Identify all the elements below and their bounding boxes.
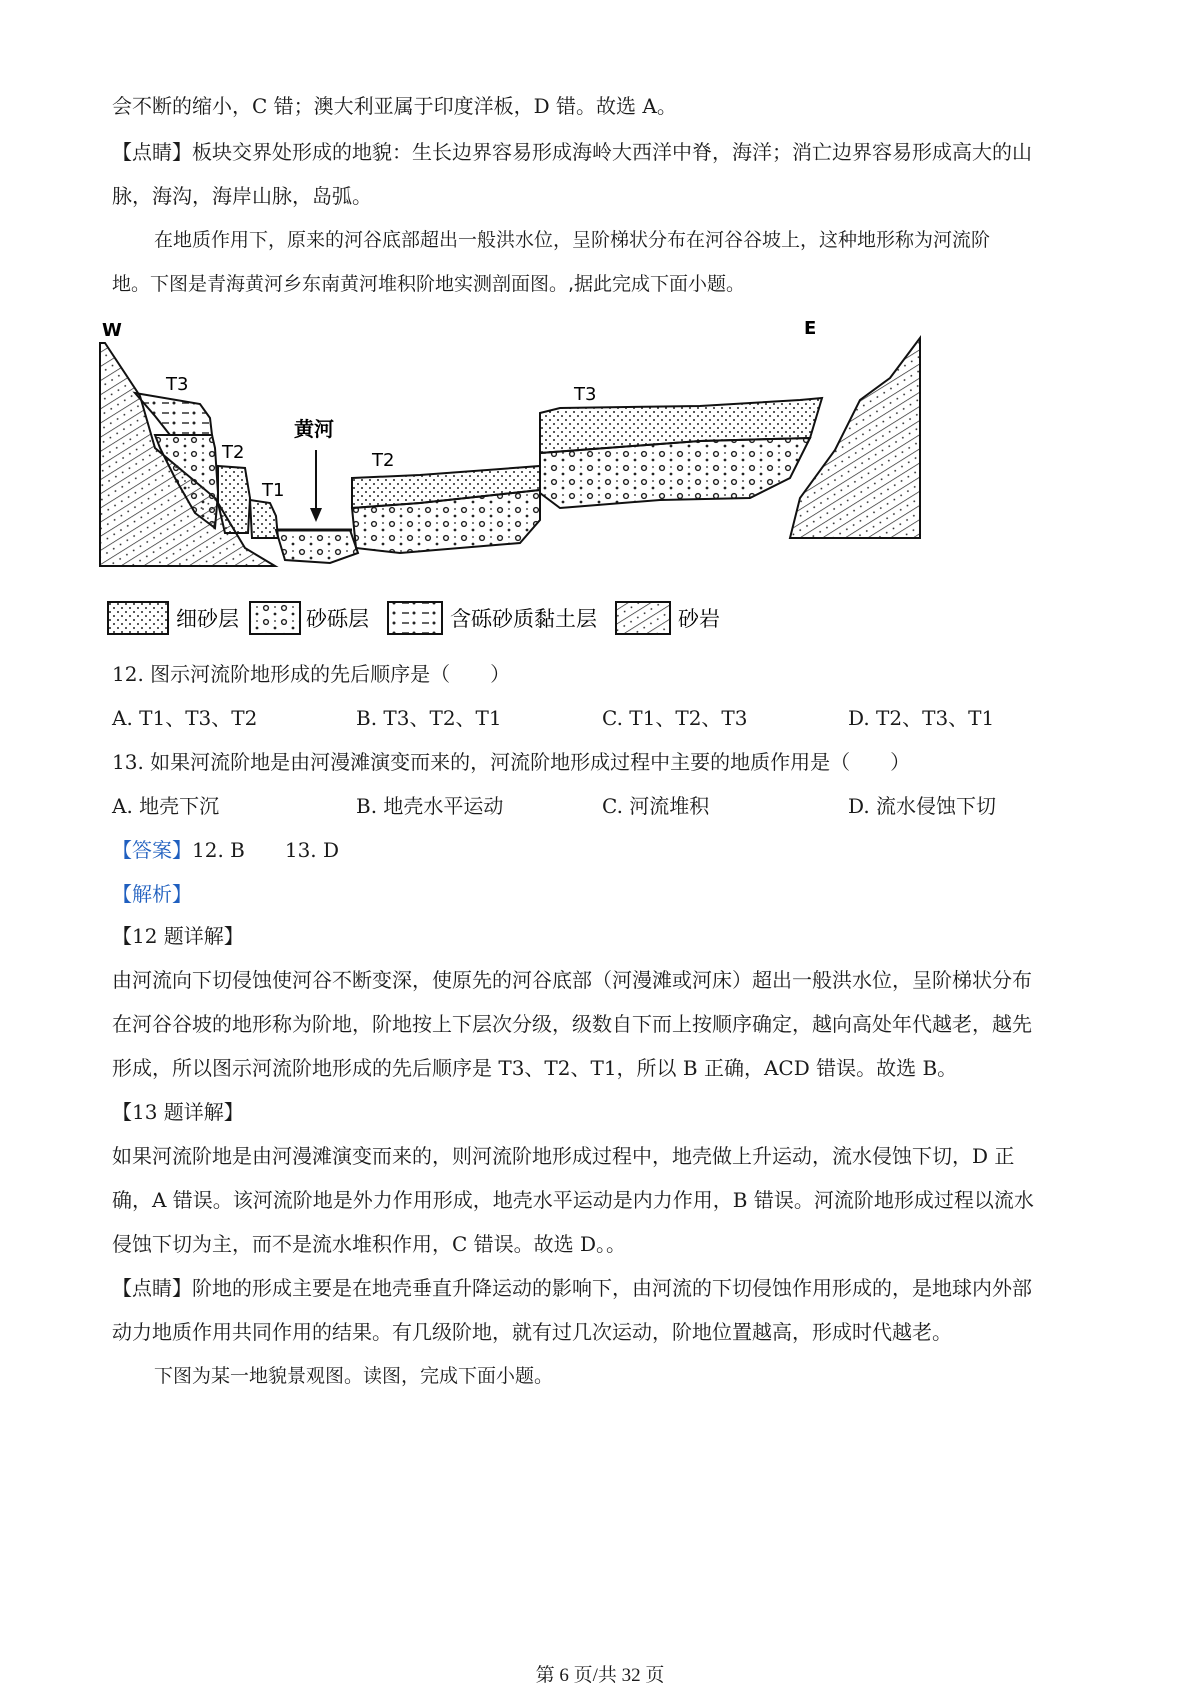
detail-13-title: 【13 题详解】 [112,1100,244,1124]
detail-12-line: 形成，所以图示河流阶地形成的先后顺序是 T3、T2、T1，所以 B 正确，ACD 错误。故选 B。 [112,1056,958,1080]
legend-gravel: 砂砾层 [306,607,369,631]
terrace-label-left-t2: T2 [222,442,245,463]
detail-13-line: 确，A 错误。该河流阶地是外力作用形成，地壳水平运动是内力作用，B 错误。河流阶地形成过程以流水 [112,1188,1034,1212]
east-label: E [804,318,817,339]
legend-fine-sand: 细砂层 [176,607,239,631]
q12-option-d: D. T2、T3、T1 [848,706,995,730]
answer-label: 【答案】 [112,838,192,862]
q12-option-a: A. T1、T3、T2 [112,706,258,730]
detail-12-line: 由河流向下切侵蚀使河谷不断变深，使原先的河谷底部（河漫滩或河床）超出一般洪水位，呈阶梯状分布 [112,968,1032,992]
terrace-label-left-t3: T3 [166,374,189,395]
q13-option-b: B. 地壳水平运动 [356,794,504,818]
q13-option-d: D. 流水侵蚀下切 [848,794,997,818]
answer-text: 12. B 13. D [192,838,340,862]
dianjing-label: 【点睛】 [112,140,192,164]
question-13-stem: 13. 如果河流阶地是由河漫滩演变而来的，河流阶地形成过程中主要的地质作用是（ ） [112,750,911,774]
text-line: 会不断的缩小，C 错；澳大利亚属于印度洋板，D 错。故选 A。 [112,94,677,118]
q12-option-c: C. T1、T2、T3 [602,706,748,730]
terrace-label-left-t1: T1 [262,480,285,501]
river-terrace-profile-figure [100,318,920,708]
q13-option-c: C. 河流堆积 [602,794,710,818]
dianjing-2-line: 动力地质作用共同作用的结果。有几级阶地，就有过几次运动，阶地位置越高，形成时代越老。 [112,1320,952,1344]
page-footer: 第 6 页/共 32 页 [535,1665,665,1686]
analysis-label: 【解析】 [112,882,192,906]
detail-13-line: 如果河流阶地是由河漫滩演变而来的，则河流阶地形成过程中，地壳做上升运动，流水侵蚀下切，D 正 [112,1144,1015,1168]
q12-option-b: B. T3、T2、T1 [356,706,502,730]
detail-12-title: 【12 题详解】 [112,924,244,948]
answer-line [112,836,339,864]
detail-12-line: 在河谷谷坡的地形称为阶地，阶地按上下层次分级，级数自下而上按顺序确定，越向高处年代越老，越先 [112,1012,1032,1036]
detail-13-line: 侵蚀下切为主，而不是流水堆积作用，C 错误。故选 D。。 [112,1232,627,1256]
left-t2-block [218,466,250,533]
next-intro: 下图为某一地貌景观图。读图，完成下面小题。 [154,1365,554,1387]
legend-clay: 含砾砂质黏土层 [450,607,597,631]
text-line: 脉，海沟，海岸山脉，岛弧。 [112,184,372,208]
river-label: 黄河 [294,417,334,441]
riverbed-gravel [276,530,358,563]
dianjing-text: 板块交界处形成的地貌：生长边界容易形成海岭大西洋中脊，海洋；消亡边界容易形成高大的山 [192,140,1032,164]
q13-option-a: A. 地壳下沉 [112,794,220,818]
question-12-stem: 12. 图示河流阶地形成的先后顺序是（ ） [112,662,511,686]
terrace-label-right-t3: T3 [574,384,597,405]
west-label: W [102,320,122,341]
dianjing-2-text: 阶地的形成主要是在地壳垂直升降运动的影响下，由河流的下切侵蚀作用形成的，是地球内外部 [192,1276,1032,1300]
dianjing-paragraph [112,138,1032,166]
dianjing-2-label: 【点睛】 [112,1276,192,1300]
dianjing-2-paragraph [112,1274,1032,1302]
intro-line: 在地质作用下，原来的河谷底部超出一般洪水位，呈阶梯状分布在河谷谷坡上，这种地形称为河流阶 [154,229,991,251]
terrace-label-right-t2: T2 [372,450,395,471]
legend-sandstone: 砂岩 [678,607,720,631]
intro-line: 地。下图是青海黄河乡东南黄河堆积阶地实测剖面图。,据此完成下面小题。 [112,273,746,295]
left-t1-block [250,500,278,538]
